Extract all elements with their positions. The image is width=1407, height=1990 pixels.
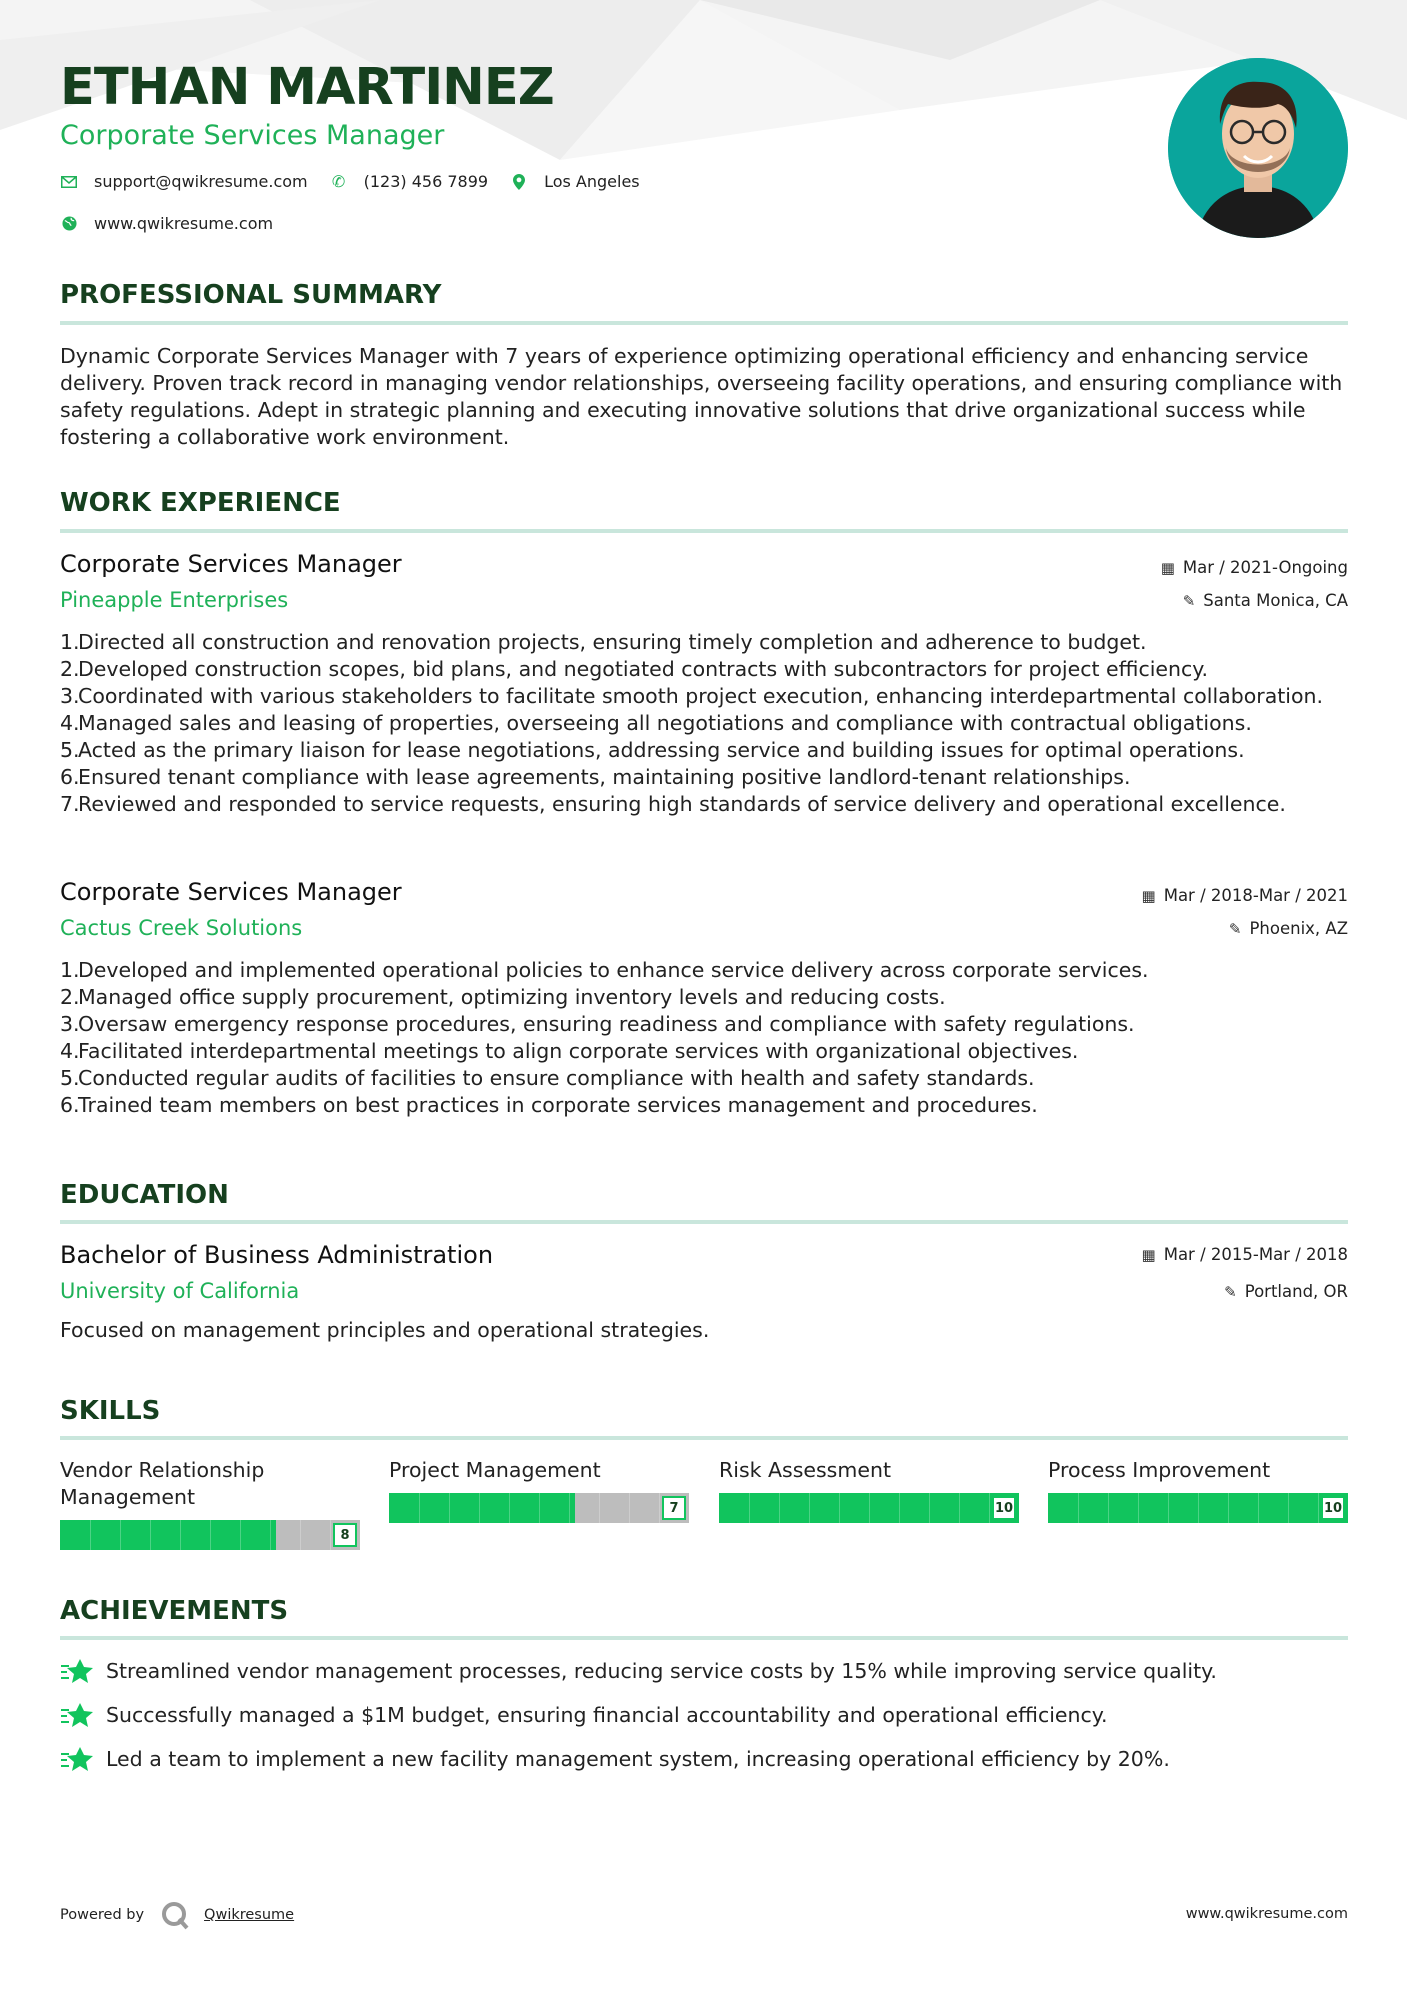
education-location xyxy=(1224,1282,1348,1301)
list-item: 4. Managed sales and leasing of properties, overseeing all negotiations and compliance with contractual obligations. xyxy=(60,711,1252,735)
list-item: 1. Developed and implemented operational policies to enhance service delivery across corporate services. xyxy=(60,958,1149,982)
job-location xyxy=(1183,591,1348,610)
skill-bar-segment xyxy=(1078,1493,1079,1523)
section-divider xyxy=(60,321,1348,325)
star-badge-icon xyxy=(60,1658,94,1684)
skill-bar-fill xyxy=(389,1493,575,1523)
skill-bar-segment xyxy=(270,1520,271,1550)
skill-bar-segment xyxy=(1198,1493,1199,1523)
section-divider xyxy=(60,1636,1348,1640)
skill-bar-segment xyxy=(989,1493,990,1523)
skill-bar-segment xyxy=(1108,1493,1109,1523)
contact-row-2 xyxy=(60,214,295,233)
job-location-text: Phoenix, AZ xyxy=(1249,919,1348,938)
company-name: Cactus Creek Solutions xyxy=(60,916,303,940)
skill-bar-segment xyxy=(479,1493,480,1523)
skill-bar-segment xyxy=(180,1520,181,1550)
skill-bar-segment xyxy=(90,1520,91,1550)
skill-bar-segment xyxy=(330,1520,331,1550)
list-item: 6. Trained team members on best practices in corporate services management and procedures. xyxy=(60,1093,1038,1117)
education-dates xyxy=(1142,1245,1348,1264)
pushpin-icon: ✎ xyxy=(1182,591,1196,610)
job-responsibilities xyxy=(60,957,1348,1119)
skill-bar-segment xyxy=(749,1493,750,1523)
degree-title: Bachelor of Business Administration xyxy=(60,1241,494,1269)
skill-bar-segment xyxy=(210,1520,211,1550)
achievement-text: Successfully managed a $1M budget, ensuring financial accountability and operational efficiency. xyxy=(106,1703,1108,1727)
skill-bar xyxy=(1048,1493,1348,1523)
skill-label: Vendor Relationship Management xyxy=(60,1458,265,1509)
qwikresume-logo-icon xyxy=(160,1900,190,1930)
skill-bar-segment xyxy=(659,1493,660,1523)
skill-bar-segment xyxy=(509,1493,510,1523)
skill-bar-segment xyxy=(1288,1493,1289,1523)
skill-bar-segment xyxy=(449,1493,450,1523)
job-title: Corporate Services Manager xyxy=(60,878,402,906)
phone-icon: ✆ xyxy=(331,172,346,191)
skill-bar xyxy=(719,1493,1019,1523)
job-title: Corporate Services Manager xyxy=(60,550,402,578)
skill-bar-segment xyxy=(929,1493,930,1523)
job-dates-text: Mar / 2021-Ongoing xyxy=(1182,558,1348,577)
section-divider xyxy=(60,529,1348,533)
skill-bar-segment xyxy=(120,1520,121,1550)
candidate-name: ETHAN MARTINEZ xyxy=(60,58,554,117)
skill-item xyxy=(1048,1457,1348,1516)
achievement-item xyxy=(60,1746,1170,1772)
skill-item xyxy=(719,1457,1019,1516)
experience-heading: WORK EXPERIENCE xyxy=(60,488,341,518)
skill-bar-segment xyxy=(779,1493,780,1523)
skill-bar-segment xyxy=(1258,1493,1259,1523)
company-name: Pineapple Enterprises xyxy=(60,588,289,612)
skill-bar-segment xyxy=(539,1493,540,1523)
achievement-item xyxy=(60,1658,1217,1684)
contact-website[interactable]: www.qwikresume.com xyxy=(94,214,274,233)
school-name: University of California xyxy=(60,1279,300,1303)
skill-bar-segment xyxy=(959,1493,960,1523)
skill-bar-segment xyxy=(1138,1493,1139,1523)
job-responsibilities xyxy=(60,629,1348,818)
skill-bar-segment xyxy=(419,1493,420,1523)
skill-item xyxy=(389,1457,689,1516)
calendar-icon: ▦ xyxy=(1141,1245,1156,1264)
skill-bar-segment xyxy=(809,1493,810,1523)
skill-label: Risk Assessment xyxy=(719,1458,891,1482)
job-dates xyxy=(1142,886,1348,905)
skill-bar xyxy=(389,1493,689,1523)
skill-bar-segment xyxy=(300,1520,301,1550)
email-icon xyxy=(60,176,78,188)
achievement-item xyxy=(60,1702,1108,1728)
education-heading: EDUCATION xyxy=(60,1180,229,1210)
candidate-role: Corporate Services Manager xyxy=(60,120,445,151)
skill-score: 10 xyxy=(992,1496,1016,1520)
skill-bar-segment xyxy=(240,1520,241,1550)
job-dates xyxy=(1161,558,1348,577)
job-location-text: Santa Monica, CA xyxy=(1203,591,1348,610)
list-item: 2. Managed office supply procurement, optimizing inventory levels and reducing costs. xyxy=(60,985,946,1009)
summary-text: Dynamic Corporate Services Manager with 7 years of experience optimizing operational efficiency and enhancing service delivery. Proven track record in managing vendor relationships, overseeing facility operations, and ensuring compliance with safety regulations. Adept in strategic planning and executing innovative solutions that drive organizational success while fostering a collaborative work environment. xyxy=(60,344,1343,449)
skill-label: Project Management xyxy=(389,1458,601,1482)
skills-heading: SKILLS xyxy=(60,1396,161,1426)
list-item: 6. Ensured tenant compliance with lease agreements, maintaining positive landlord-tenant relationships. xyxy=(60,765,1131,789)
list-item: 4. Facilitated interdepartmental meetings to align corporate services with organizational objectives. xyxy=(60,1039,1079,1063)
skill-bar-segment xyxy=(569,1493,570,1523)
contact-phone[interactable]: (123) 456 7899 xyxy=(363,172,489,191)
qwikresume-link[interactable]: Qwikresume xyxy=(204,1907,295,1923)
list-item: 3. Coordinated with various stakeholders to facilitate smooth project execution, enhancing interdepartmental collaboration. xyxy=(60,684,1324,708)
skill-bar-segment xyxy=(899,1493,900,1523)
profile-photo xyxy=(1168,58,1348,238)
achievement-text: Led a team to implement a new facility management system, increasing operational efficiency by 20%. xyxy=(106,1747,1170,1771)
star-badge-icon xyxy=(60,1746,94,1772)
contact-row-1 xyxy=(60,172,662,191)
job-dates-text: Mar / 2018-Mar / 2021 xyxy=(1163,886,1348,905)
star-badge-icon xyxy=(60,1702,94,1728)
globe-icon xyxy=(60,216,78,231)
footer-branding xyxy=(60,1900,294,1930)
list-item: 1. Directed all construction and renovation projects, ensuring timely completion and adherence to budget. xyxy=(60,630,1147,654)
skill-score: 8 xyxy=(333,1523,357,1547)
skill-item xyxy=(60,1457,360,1543)
skill-bar-fill xyxy=(60,1520,276,1550)
skill-bar-segment xyxy=(1168,1493,1169,1523)
skill-bar xyxy=(60,1520,360,1550)
achievement-text: Streamlined vendor management processes, reducing service costs by 15% while improving service quality. xyxy=(106,1659,1217,1683)
map-pin-icon xyxy=(510,174,528,190)
skill-bar-segment xyxy=(629,1493,630,1523)
skill-score: 10 xyxy=(1321,1496,1345,1520)
powered-by-label: Powered by xyxy=(60,1907,145,1923)
list-item: 2. Developed construction scopes, bid plans, and negotiated contracts with subcontractors for project efficiency. xyxy=(60,657,1209,681)
pushpin-icon: ✎ xyxy=(1228,919,1242,938)
skill-score: 7 xyxy=(662,1496,686,1520)
skill-bar-segment xyxy=(1228,1493,1229,1523)
calendar-icon: ▦ xyxy=(1141,886,1156,905)
list-item: 5. Acted as the primary liaison for lease negotiations, addressing service and building issues for optimal operations. xyxy=(60,738,1245,762)
skill-bar-segment xyxy=(1318,1493,1319,1523)
footer-website[interactable]: www.qwikresume.com xyxy=(1185,1906,1348,1922)
skill-label: Process Improvement xyxy=(1048,1458,1271,1482)
list-item: 3. Oversaw emergency response procedures, ensuring readiness and compliance with safety regulations. xyxy=(60,1012,1135,1036)
skill-bar-segment xyxy=(150,1520,151,1550)
section-divider xyxy=(60,1220,1348,1224)
section-divider xyxy=(60,1436,1348,1440)
achievements-heading: ACHIEVEMENTS xyxy=(60,1596,289,1626)
contact-location: Los Angeles xyxy=(544,172,640,191)
contact-email[interactable]: support@qwikresume.com xyxy=(94,172,308,191)
education-location-text: Portland, OR xyxy=(1244,1282,1348,1301)
pushpin-icon: ✎ xyxy=(1224,1282,1237,1301)
skill-bar-segment xyxy=(839,1493,840,1523)
list-item: 7. Reviewed and responded to service requests, ensuring high standards of service delivery and operational excellence. xyxy=(60,792,1286,816)
education-dates-text: Mar / 2015-Mar / 2018 xyxy=(1163,1245,1348,1264)
calendar-icon: ▦ xyxy=(1160,558,1175,577)
education-description: Focused on management principles and operational strategies. xyxy=(60,1318,710,1342)
skill-bar-segment xyxy=(869,1493,870,1523)
skill-bar-segment xyxy=(599,1493,600,1523)
job-location xyxy=(1229,919,1348,938)
summary-heading: PROFESSIONAL SUMMARY xyxy=(60,280,442,310)
list-item: 5. Conducted regular audits of facilities to ensure compliance with health and safety standards. xyxy=(60,1066,1035,1090)
